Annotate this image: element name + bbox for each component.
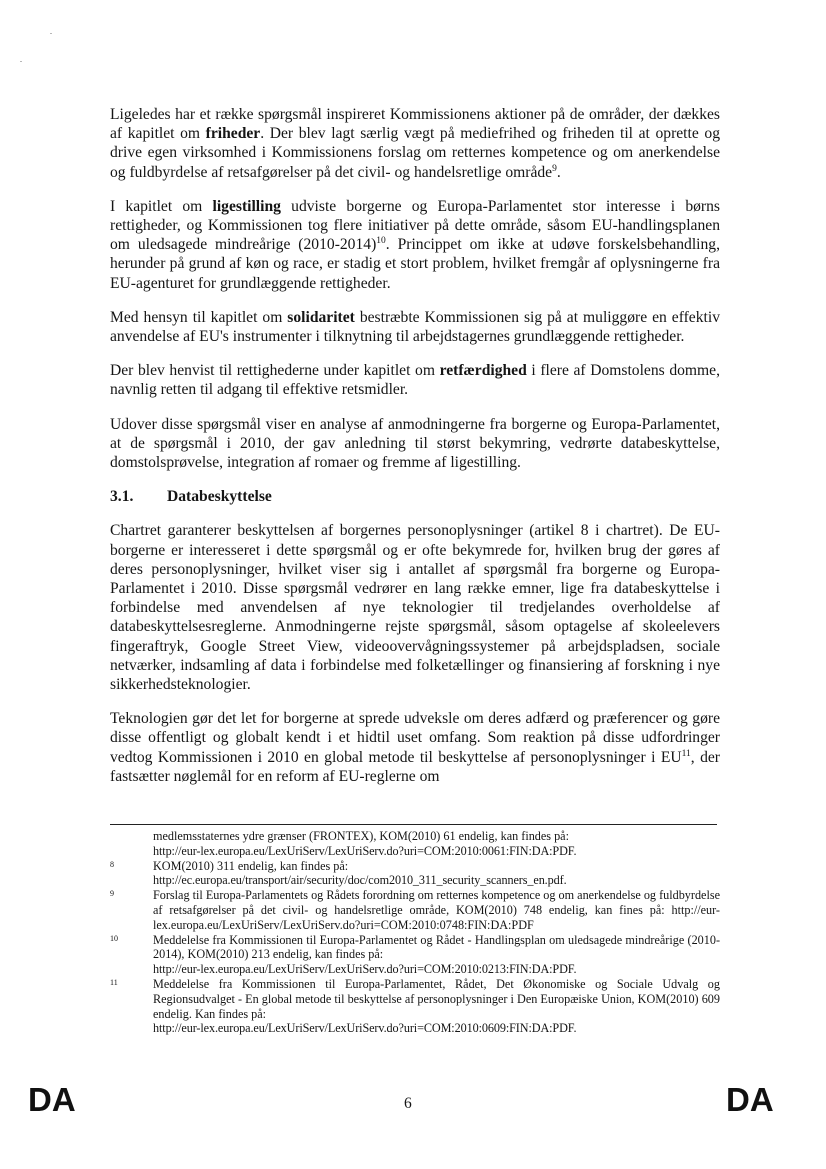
scan-speck	[20, 61, 22, 62]
text-run: i flere af Domstolens domme, navnlig retten til adgang til effektive retsmidler.	[110, 362, 720, 399]
body-text	[110, 105, 720, 801]
text-run: Der blev henvist til rettighederne under kapitlet om	[110, 362, 440, 380]
term-retfaerdighed: retfærdighed	[439, 362, 527, 380]
text-run: I kapitlet om	[110, 197, 213, 215]
footnote-text: Meddelelse fra Kommissionen til Europa-Parlamentet, Rådet, Det Økonomiske og Sociale Udvalg og Regionsudvalget - En global metode til beskyttelse af personoplysninger i Den Europæiske Union, KOM(2010) 609 endelig. Kan findes på:	[153, 976, 720, 1021]
text-run: Teknologien gør det let for borgerne at sprede udveksle om deres adfærd og præferencer og gøre disse offentligt og globalt kendt i et hidtil uset omfang. Som reaktion på disse udfordringer vedtog Kommissionen i 2010 en global metode til beskyttelse af personoplysninger i EU	[110, 710, 720, 766]
footnote-text: medlemsstaternes ydre grænser (FRONTEX), KOM(2010) 61 endelig, kan findes på:	[153, 829, 569, 843]
footnote-body	[153, 933, 720, 977]
footnote-ref-11: 11	[681, 748, 691, 759]
section-title: Databeskyttelse	[167, 488, 272, 506]
term-friheder: friheder	[205, 125, 261, 143]
text-run: . Der blev lagt særlig vægt på mediefrihed og friheden til at oprette og drive egen virksomhed i Kommissionens forslag om retternes kompetence og om anerkendelse og fuldbyrdelse af retsafgørelser på det civil- og handelsretlige område	[110, 125, 720, 181]
footnote-mark: 10	[110, 933, 118, 943]
text-run: bestræbte Kommissionen sig på at muliggøre en effektiv anvendelse af EU's instrumenter i tilknytning til arbejdstagernes grundlæggende rettigheder.	[110, 308, 720, 346]
footnote-10	[110, 933, 720, 977]
page-number: 6	[404, 1095, 412, 1112]
term-solidaritet: solidaritet	[287, 308, 355, 326]
paragraph-chartret: Chartret garanterer beskyttelsen af borgernes personoplysninger (artikel 8 i chartret). De EU-borgerne er interesseret i dette spørgsmål og er ofte bekymrede for, hvilken brug der gøres af deres personoplysninger, hvilket viser sig i antallet af spørgsmål fra borgerne og Europa-Parlamentet i 2010. Disse spørgsmål vedrører en lang række emner, lige fra databeskyttelse i forbindelse med anvendelsen af nye teknologier til tredjelandes overholdelse af databeskyttelsesreglerne. Anmodningerne rejste spørgsmål, såsom optagelse af skoleelevers fingeraftryk, Google Street View, videoovervågningssystemer på arbejdspladsen, sociale netværker, indsamling af data i forbindelse med folketællinger og finansiering af forskning i nye sikkerhedsteknologier.	[110, 522, 720, 694]
section-heading	[110, 487, 720, 506]
footnote-mark: 9	[110, 889, 114, 899]
footnote-text: KOM(2010) 311 endelig, kan findes på:	[153, 858, 349, 873]
text-run: Med hensyn til kapitlet om	[110, 308, 288, 326]
scan-speck	[50, 33, 52, 34]
footnotes	[110, 829, 720, 1036]
text-run: Ligeledes har et række spørgsmål inspireret Kommissionens aktioner på de områder, der dækkes af kapitlet om	[110, 106, 720, 143]
footnote-9	[110, 888, 720, 932]
language-code-right: DA	[726, 1081, 774, 1118]
paragraph-teknologien	[110, 709, 720, 786]
footnote-ref-9: 9	[552, 163, 557, 174]
footnote-link[interactable]: http://eur-lex.europa.eu/LexUriServ/LexUriServ.do?uri=COM:2010:0061:FIN:DA:PDF.	[153, 843, 577, 858]
footnote-mark: 11	[110, 977, 118, 987]
paragraph-retfaerdighed	[110, 361, 720, 399]
paragraph-solidaritet	[110, 308, 720, 346]
footnote-text: Meddelelse fra Kommissionen til Europa-Parlamentet og Rådet - Handlingsplan om uledsagede mindreårige (2010-2014), KOM(2010) 213 endelig, kan findes på:	[153, 932, 720, 962]
footnote-11	[110, 977, 720, 1036]
footnote-8	[110, 859, 720, 889]
footnote-continued	[110, 829, 720, 859]
paragraph-friheder	[110, 105, 720, 182]
paragraph-analyse: Udover disse spørgsmål viser en analyse af anmodningerne fra borgerne og Europa-Parlamentet, at de spørgsmål i 2010, der gav anledning til størst bekymring, vedrørte databeskyttelse, domstolsprøvelse, integration af romaer og fremme af ligestilling.	[110, 415, 720, 472]
language-code-left: DA	[28, 1081, 76, 1118]
footnote-body	[153, 888, 720, 932]
footnote-link[interactable]: http://ec.europa.eu/transport/air/security/doc/com2010_311_security_scanners_en.pdf.	[153, 873, 567, 888]
footnote-link[interactable]: http://eur-lex.europa.eu/LexUriServ/LexUriServ.do?uri=COM:2010:0213:FIN:DA:PDF.	[153, 962, 577, 977]
paragraph-ligestilling	[110, 197, 720, 293]
footnote-body	[153, 977, 720, 1036]
text-run: , der fastsætter nøglemål for en reform af EU-reglerne om	[110, 748, 720, 785]
section-number: 3.1.	[110, 488, 134, 506]
footnote-text: Forslag til Europa-Parlamentets og Rådets forordning om retternes kompetence og om anerkendelse og fuldbyrdelse af retsafgørelser på det civil- og handelsretlige område, KOM(2010) 748 endelig, kan fines på: http://eur-lex.europa.eu/LexUriServ/LexUriServ.do?uri=COM:2010:0748:FIN:DA:PDF	[153, 888, 720, 932]
footnote-mark: 8	[110, 859, 114, 869]
footnote-link[interactable]: http://eur-lex.europa.eu/LexUriServ/LexUriServ.do?uri=COM:2010:0609:FIN:DA:PDF.	[153, 1021, 577, 1036]
footnote-ref-10: 10	[376, 236, 386, 247]
text-run: . Princippet om ikke at udøve forskelsbehandling, herunder på grund af køn og race, er stadig et stort problem, hvilket fremgår af oplysningerne fra EU-agenturet for grundlæggende rettigheder.	[110, 236, 720, 292]
footnote-body	[153, 829, 720, 859]
footnote-separator	[110, 824, 717, 825]
footnote-body	[153, 859, 720, 889]
term-ligestilling: ligestilling	[212, 197, 281, 215]
footnote-mark-empty	[110, 828, 153, 858]
text-run: udviste borgerne og Europa-Parlamentet stor interesse i børns rettigheder, og Kommissionen tog flere initiativer på dette område, såsom EU-handlingsplanen om uledsagede mindreårige (2010-2014)	[110, 197, 720, 254]
text-run: .	[556, 163, 561, 181]
